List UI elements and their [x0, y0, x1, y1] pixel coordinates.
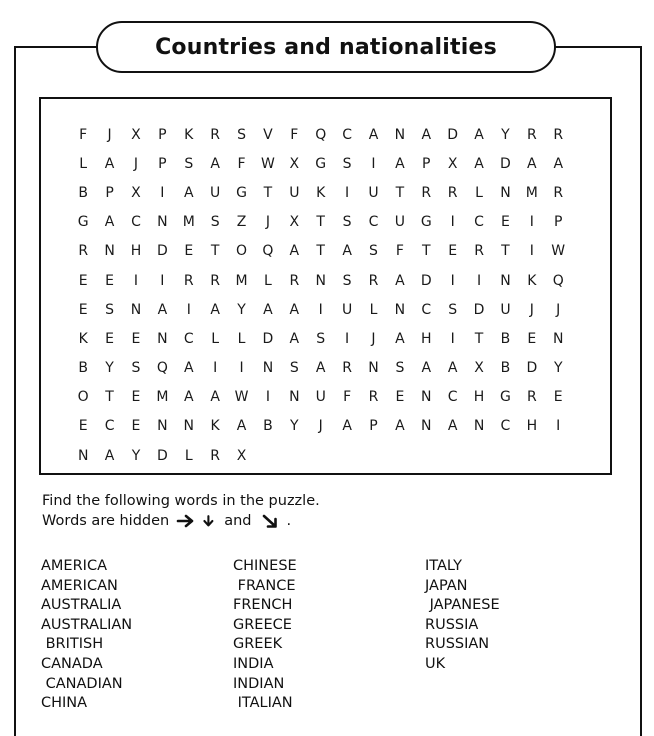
grid-letter: I — [160, 184, 165, 201]
grid-letter: A — [183, 184, 194, 201]
grid-letter: E — [105, 272, 115, 289]
grid-letter: A — [447, 360, 458, 377]
grid-letter: Q — [552, 272, 564, 289]
grid-letter: U — [289, 184, 300, 201]
grid-letter: U — [368, 184, 379, 201]
grid-letter: M — [235, 272, 248, 289]
grid-letter: V — [263, 126, 273, 143]
grid-letter: A — [289, 301, 300, 318]
word-search-grid — [70, 120, 571, 470]
grid-letter: A — [210, 389, 220, 406]
grid-letter: E — [395, 389, 405, 406]
grid-letter: A — [236, 418, 247, 435]
grid-letter: E — [105, 330, 115, 347]
word-list-column-3 — [425, 557, 500, 675]
grid-letter: I — [371, 155, 376, 172]
grid-letter: J — [556, 301, 561, 318]
grid-letter: T — [316, 243, 325, 260]
grid-letter: L — [369, 301, 378, 318]
arrow-right-icon — [176, 514, 196, 528]
grid-letter: S — [184, 155, 194, 172]
grid-letter: I — [160, 272, 165, 289]
grid-letter: L — [264, 272, 272, 289]
grid-letter: S — [369, 243, 378, 260]
grid-letter: E — [553, 389, 563, 406]
word-list-item: RUSSIA — [425, 616, 479, 633]
grid-letter: S — [342, 155, 352, 172]
grid-letter: M — [525, 184, 538, 201]
grid-letter: E — [131, 330, 141, 347]
grid-letter: J — [265, 214, 270, 231]
grid-letter: F — [343, 389, 352, 406]
grid-letter: G — [236, 184, 247, 201]
title-banner — [96, 21, 556, 73]
grid-letter: N — [552, 330, 564, 347]
grid-letter: D — [420, 272, 432, 289]
grid-letter: Y — [290, 418, 299, 435]
grid-letter: N — [500, 272, 511, 289]
grid-letter: N — [315, 272, 326, 289]
grid-letter: J — [529, 301, 534, 318]
grid-letter: A — [421, 126, 432, 143]
grid-letter: J — [133, 155, 139, 172]
word-list-item: RUSSIAN — [425, 636, 490, 653]
grid-letter: I — [450, 330, 455, 347]
grid-letter: H — [130, 243, 142, 260]
grid-letter: F — [79, 126, 88, 143]
grid-letter: A — [210, 301, 220, 318]
grid-letter: R — [421, 184, 432, 201]
grid-letter: G — [77, 214, 89, 231]
grid-letter: A — [553, 155, 564, 172]
grid-letter: I — [345, 184, 350, 201]
grid-letter: N — [394, 301, 406, 318]
grid-letter: Y — [553, 360, 563, 377]
grid-letter: X — [474, 360, 484, 377]
grid-letter: I — [450, 214, 455, 231]
grid-letter: E — [501, 214, 510, 231]
word-list-item: BRITISH — [41, 636, 104, 653]
grid-letter: N — [421, 418, 432, 435]
word-list-item: AMERICA — [41, 558, 107, 574]
grid-letter: X — [289, 214, 300, 231]
grid-letter: N — [157, 330, 168, 347]
grid-letter: Q — [156, 360, 168, 377]
word-list-item: INDIAN — [233, 675, 285, 692]
word-list-item: JAPANESE — [425, 597, 500, 614]
instructions — [42, 491, 320, 531]
grid-letter: I — [529, 243, 534, 260]
grid-letter: C — [183, 330, 194, 347]
grid-letter: G — [315, 155, 327, 172]
grid-letter: L — [211, 330, 220, 347]
grid-letter: T — [263, 184, 273, 201]
grid-letter: I — [345, 330, 350, 347]
grid-letter: B — [500, 360, 511, 377]
grid-letter: B — [78, 184, 88, 201]
grid-letter: P — [369, 418, 378, 435]
grid-letter: I — [133, 272, 139, 289]
grid-letter: S — [210, 214, 220, 231]
grid-letter: R — [553, 184, 564, 201]
word-list-item: CANADA — [41, 655, 103, 672]
grid-letter: A — [183, 389, 194, 406]
grid-letter: X — [131, 126, 141, 143]
grid-letter: T — [210, 243, 220, 260]
grid-letter: I — [318, 301, 323, 318]
grid-letter: I — [556, 418, 561, 435]
grid-letter: S — [289, 360, 299, 377]
grid-letter: A — [342, 418, 352, 435]
grid-letter: A — [474, 126, 484, 143]
grid-letter: P — [158, 126, 167, 143]
grid-letter: Y — [501, 126, 510, 143]
grid-letter: G — [420, 214, 432, 231]
grid-letter: T — [474, 330, 484, 347]
grid-letter: I — [476, 272, 482, 289]
grid-letter: T — [421, 243, 431, 260]
grid-letter: R — [210, 447, 221, 464]
word-list-item: INDIA — [233, 655, 274, 672]
grid-letter: X — [236, 447, 247, 464]
grid-letter: U — [500, 301, 511, 318]
grid-letter: H — [473, 389, 485, 406]
grid-letter: A — [263, 301, 273, 318]
grid-letter: S — [342, 272, 352, 289]
grid-letter: D — [156, 447, 168, 464]
grid-letter: T — [395, 184, 405, 201]
grid-letter: T — [316, 214, 325, 231]
grid-letter: R — [210, 126, 221, 143]
grid-letter: N — [130, 301, 142, 318]
grid-letter: L — [237, 330, 246, 347]
grid-letter: A — [342, 243, 352, 260]
grid-letter: A — [104, 214, 115, 231]
grid-letter: F — [290, 126, 299, 143]
grid-letter: C — [131, 214, 141, 231]
grid-letter: D — [447, 126, 459, 143]
grid-letter: I — [265, 389, 270, 406]
grid-letter: K — [527, 272, 537, 289]
grid-letter: S — [105, 301, 115, 318]
grid-letter: U — [341, 301, 353, 318]
grid-letter: U — [210, 184, 221, 201]
grid-letter: R — [368, 272, 379, 289]
grid-letter: R — [210, 272, 221, 289]
grid-letter: T — [501, 243, 510, 260]
grid-letter: D — [500, 155, 511, 172]
grid-letter: N — [77, 447, 89, 464]
grid-letter: E — [131, 389, 141, 406]
grid-letter: I — [450, 272, 455, 289]
grid-letter: I — [529, 214, 534, 231]
instruction-prefix: Words are hidden — [42, 513, 170, 529]
grid-letter: R — [447, 184, 458, 201]
grid-letter: D — [526, 360, 538, 377]
grid-letter: Q — [315, 126, 327, 143]
grid-letter: S — [237, 126, 246, 143]
word-list-item: AMERICAN — [41, 577, 118, 594]
instruction-suffix: . — [286, 513, 292, 529]
grid-letter: R — [526, 389, 537, 406]
grid-letter: D — [156, 243, 168, 260]
grid-letter: C — [474, 214, 484, 231]
grid-letter: H — [421, 330, 432, 347]
grid-letter: P — [105, 184, 114, 201]
grid-letter: K — [210, 418, 220, 435]
word-list-item: GREECE — [233, 616, 292, 633]
grid-letter: C — [342, 126, 352, 143]
word-list-item: CANADIAN — [41, 675, 123, 692]
grid-letter: N — [157, 214, 168, 231]
grid-letter: S — [342, 214, 352, 231]
grid-letter: A — [157, 301, 168, 318]
word-list-item: FRENCH — [233, 597, 293, 614]
word-list-item: CHINA — [41, 695, 88, 712]
grid-letter: W — [234, 389, 249, 406]
grid-letter: R — [526, 126, 537, 143]
grid-letter: A — [421, 360, 432, 377]
grid-letter: N — [262, 360, 274, 377]
grid-letter: E — [78, 301, 88, 318]
page-title: Countries and nationalities — [155, 34, 497, 60]
word-list-column-1 — [41, 557, 132, 714]
instruction-line-2 — [42, 511, 320, 531]
grid-letter: N — [394, 126, 406, 143]
word-list-item: ITALY — [425, 558, 462, 574]
word-list-item: ITALIAN — [233, 695, 293, 712]
grid-letter: P — [158, 155, 167, 172]
grid-letter: G — [500, 389, 511, 406]
grid-letter: H — [526, 418, 538, 435]
arrow-down-icon — [202, 514, 218, 528]
grid-letter: S — [395, 360, 405, 377]
grid-letter: Y — [237, 301, 246, 318]
grid-letter: X — [447, 155, 458, 172]
grid-letter: C — [447, 389, 458, 406]
grid-letter: Z — [236, 214, 247, 231]
grid-letter: I — [186, 301, 191, 318]
grid-letter: A — [474, 155, 484, 172]
grid-letter: N — [500, 184, 511, 201]
grid-letter: A — [289, 330, 300, 347]
grid-letter: B — [500, 330, 511, 347]
grid-letter: R — [289, 272, 300, 289]
grid-letter: E — [527, 330, 537, 347]
grid-letter: A — [368, 126, 379, 143]
arrow-down-right-icon — [261, 514, 281, 528]
grid-letter: F — [237, 155, 246, 172]
grid-letter: L — [475, 184, 483, 201]
word-list-item: CHINESE — [233, 558, 297, 574]
grid-letter: M — [182, 214, 195, 231]
grid-letter: Y — [105, 360, 114, 377]
grid-letter: A — [527, 155, 537, 172]
grid-letter: A — [395, 330, 405, 347]
grid-letter: C — [104, 418, 115, 435]
grid-letter: O — [236, 243, 248, 260]
grid-letter: N — [368, 360, 379, 377]
grid-letter: E — [184, 243, 194, 260]
grid-letter: S — [448, 301, 458, 318]
grid-letter: U — [394, 214, 405, 231]
grid-letter: N — [157, 418, 168, 435]
grid-letter: R — [78, 243, 89, 260]
grid-letter: N — [183, 418, 194, 435]
grid-letter: A — [104, 155, 115, 172]
grid-letter: K — [316, 184, 326, 201]
grid-letter: A — [447, 418, 458, 435]
grid-letter: E — [448, 243, 458, 260]
word-list-item: GREEK — [233, 636, 283, 653]
grid-letter: M — [156, 389, 169, 406]
grid-letter: O — [77, 389, 89, 406]
grid-letter: A — [289, 243, 300, 260]
grid-letter: P — [422, 155, 431, 172]
grid-letter: N — [421, 389, 432, 406]
word-list-item: JAPAN — [425, 577, 468, 594]
word-list-item: UK — [425, 655, 446, 672]
grid-letter: A — [395, 272, 405, 289]
grid-letter: J — [318, 418, 323, 435]
grid-letter: P — [554, 214, 563, 231]
grid-letter: J — [371, 330, 376, 347]
grid-letter: N — [104, 243, 115, 260]
grid-letter: K — [184, 126, 194, 143]
grid-letter: R — [553, 126, 564, 143]
grid-letter: C — [368, 214, 379, 231]
grid-letter: E — [78, 272, 88, 289]
grid-letter: E — [131, 418, 141, 435]
grid-letter: D — [473, 301, 485, 318]
word-list-column-2 — [233, 557, 297, 714]
word-list-item: FRANCE — [233, 577, 296, 594]
grid-letter: R — [474, 243, 484, 260]
grid-letter: S — [316, 330, 326, 347]
grid-letter: R — [342, 360, 352, 377]
grid-letter: C — [500, 418, 511, 435]
grid-letter: I — [213, 360, 218, 377]
grid-letter: J — [107, 126, 112, 143]
grid-letter: Y — [131, 447, 141, 464]
grid-letter: K — [78, 330, 88, 347]
word-list-item: AUSTRALIA — [41, 597, 122, 614]
word-list-item: AUSTRALIAN — [41, 616, 133, 633]
grid-letter: I — [239, 360, 244, 377]
grid-letter: N — [473, 418, 485, 435]
grid-letter: L — [184, 447, 193, 464]
instruction-and: and — [224, 513, 252, 529]
grid-letter: A — [210, 155, 220, 172]
grid-letter: B — [78, 360, 88, 377]
grid-letter: X — [289, 155, 300, 172]
grid-letter: T — [105, 389, 114, 406]
grid-letter: E — [78, 418, 88, 435]
grid-letter: W — [261, 155, 275, 172]
grid-letter: U — [315, 389, 326, 406]
grid-letter: A — [104, 447, 115, 464]
grid-letter: F — [395, 243, 404, 260]
grid-letter: A — [395, 418, 405, 435]
grid-letter: B — [263, 418, 273, 435]
grid-letter: C — [421, 301, 432, 318]
grid-letter: X — [131, 184, 141, 201]
grid-letter: W — [551, 243, 566, 260]
grid-letter: N — [289, 389, 300, 406]
grid-letter: L — [79, 155, 88, 172]
grid-letter: D — [262, 330, 274, 347]
grid-letter: S — [131, 360, 141, 377]
grid-letter: Q — [262, 243, 274, 260]
grid-letter: A — [315, 360, 326, 377]
instruction-line-1: Find the following words in the puzzle. — [42, 493, 320, 509]
grid-letter: R — [368, 389, 379, 406]
grid-letter: A — [395, 155, 405, 172]
grid-letter: R — [183, 272, 194, 289]
grid-letter: A — [183, 360, 194, 377]
